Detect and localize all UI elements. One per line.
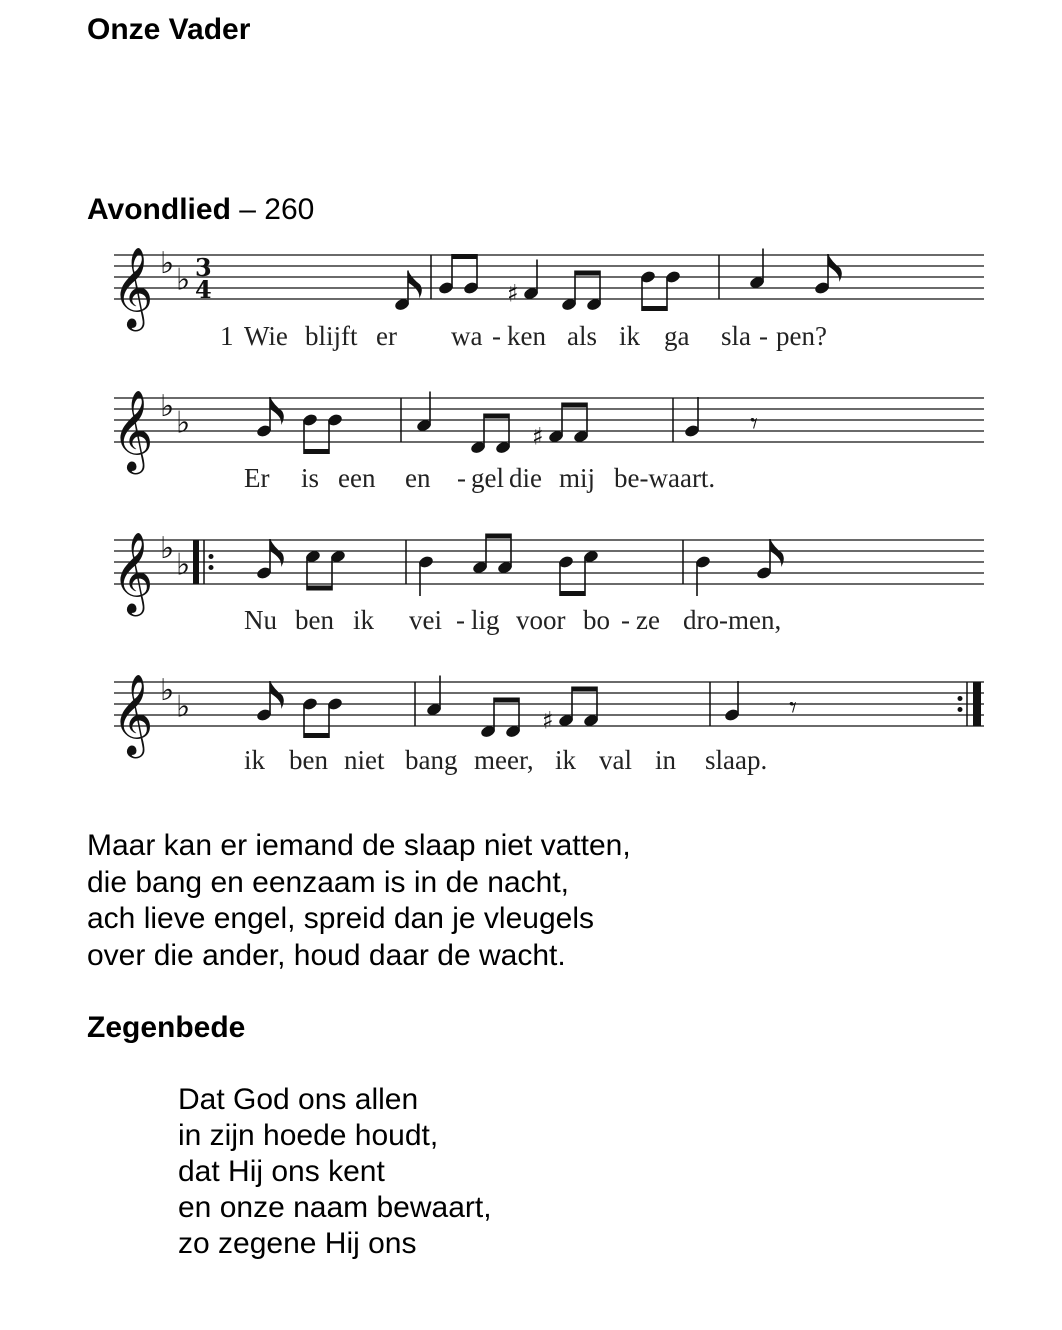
lyric-syllable: ik: [619, 321, 641, 351]
lyric-syllable: -: [456, 605, 465, 635]
blessing-line: dat Hij ons kent: [178, 1155, 385, 1188]
lyric-syllable: be-waart.: [614, 463, 716, 493]
flat-icon: ♭: [176, 405, 191, 441]
lyric-syllable: -: [621, 605, 630, 635]
avondlied-separator: –: [230, 193, 265, 226]
note-beam: [452, 254, 477, 259]
note-beam: [307, 586, 332, 591]
note-beam: [304, 449, 329, 454]
note-flag: [408, 271, 422, 299]
sharp-icon: ♯: [532, 422, 544, 451]
flat-icon: ♭: [160, 531, 175, 566]
note-flag: [770, 539, 784, 567]
lyric-syllable: ze: [636, 605, 660, 635]
lyric-syllable: dro-men,: [683, 605, 782, 635]
lyric-syllable: wa: [451, 321, 483, 351]
lyric-syllable: -: [457, 463, 466, 493]
flat-icon: ♭: [160, 246, 175, 281]
stanza-line: ach lieve engel, spreid dan je vleugels: [87, 902, 594, 935]
time-signature-digit: 4: [195, 275, 212, 304]
blessing-line: in zijn hoede houdt,: [178, 1119, 439, 1152]
avondlied-title: Avondlied: [87, 193, 231, 226]
lyric-syllable: is: [301, 463, 320, 493]
time-signature-digit: 3: [195, 253, 212, 282]
lyric-syllable: -: [492, 321, 501, 351]
lyric-syllable: die: [509, 463, 542, 493]
lyric-syllable: gel: [471, 463, 504, 493]
flat-icon: ♭: [160, 389, 175, 424]
treble-clef-icon: 𝄞: [112, 673, 154, 755]
blessing-line: Dat God ons allen: [178, 1083, 419, 1116]
sharp-icon: ♯: [507, 279, 519, 308]
flat-icon: ♭: [176, 262, 191, 298]
lyric-syllable: een: [338, 463, 376, 493]
flat-icon: ♭: [160, 673, 175, 708]
flat-icon: ♭: [176, 689, 191, 725]
lyric-syllable: ben: [289, 745, 328, 775]
repeat-thick-bar: [193, 540, 199, 584]
lyric-syllable: bang: [405, 745, 458, 775]
lyric-syllable: ik: [244, 745, 266, 775]
lyric-syllable: ben: [295, 605, 334, 635]
flat-icon: ♭: [176, 547, 191, 583]
song-stanza: [87, 828, 631, 974]
lyric-syllable: -: [759, 321, 768, 351]
note-flag: [828, 254, 842, 282]
lyric-syllable: lig: [471, 605, 500, 635]
eighth-rest-icon: 𝄾: [750, 406, 758, 442]
stanza-line: Maar kan er iemand de slaap niet vatten,: [87, 829, 631, 862]
note-beam: [494, 698, 519, 703]
note-beam: [575, 271, 600, 276]
note-flag: [270, 397, 284, 425]
lyric-syllable: niet: [344, 745, 385, 775]
note-beam: [642, 306, 667, 311]
avondlied-number: 260: [264, 193, 315, 226]
note-beam: [304, 733, 329, 738]
stanza-line: die bang en eenzaam is in de nacht,: [87, 865, 570, 899]
note-beam: [560, 591, 585, 596]
eighth-rest-icon: 𝄾: [789, 690, 797, 726]
note-beam: [484, 414, 509, 419]
lyric-syllable: als: [567, 321, 597, 351]
repeat-dot: [209, 565, 214, 570]
lyric-syllable: Wie: [244, 321, 288, 351]
lyric-syllable: Er: [244, 463, 270, 493]
note-flag: [270, 681, 284, 709]
blessing-line: en onze naam bewaart,: [178, 1191, 492, 1224]
repeat-dot: [209, 554, 214, 559]
lyric-syllable: pen?: [776, 321, 827, 351]
lyric-syllable: en: [405, 463, 431, 493]
lyric-syllable: mij: [559, 463, 596, 493]
heading-onze-vader: Onze Vader: [87, 13, 251, 46]
lyric-syllable: 1: [220, 321, 234, 351]
treble-clef-icon: 𝄞: [112, 531, 154, 613]
repeat-dot: [958, 707, 963, 712]
lyric-syllable: val: [599, 745, 632, 775]
final-thick-bar: [973, 682, 981, 726]
blessing-line: zo zegene Hij ons: [178, 1227, 417, 1260]
lyric-syllable: ga: [664, 321, 690, 351]
stanza-line: over die ander, houd daar de wacht.: [87, 938, 566, 972]
note-beam: [572, 687, 597, 692]
lyric-syllable: in: [655, 745, 677, 775]
lyric-syllable: slaap.: [705, 745, 768, 775]
treble-clef-icon: 𝄞: [112, 389, 154, 471]
repeat-dot: [958, 696, 963, 701]
lyric-syllable: ik: [353, 605, 375, 635]
lyric-syllable: voor: [516, 605, 566, 635]
note-beam: [486, 534, 511, 539]
lyric-syllable: meer,: [474, 745, 534, 775]
heading-zegenbede: Zegenbede: [87, 1011, 246, 1044]
note-flag: [270, 539, 284, 567]
lyric-syllable: ken: [507, 321, 546, 351]
sharp-icon: ♯: [542, 706, 554, 735]
blessing-text: [178, 1082, 492, 1262]
note-beam: [562, 403, 587, 408]
lyric-syllable: er: [376, 321, 397, 351]
treble-clef-icon: 𝄞: [112, 246, 154, 328]
lyric-syllable: bo: [583, 605, 610, 635]
lyric-syllable: ik: [555, 745, 577, 775]
lyric-syllable: blijft: [305, 321, 358, 351]
lyric-syllable: Nu: [244, 605, 277, 635]
lyric-syllable: vei: [409, 605, 442, 635]
lyric-syllable: sla: [721, 321, 751, 351]
